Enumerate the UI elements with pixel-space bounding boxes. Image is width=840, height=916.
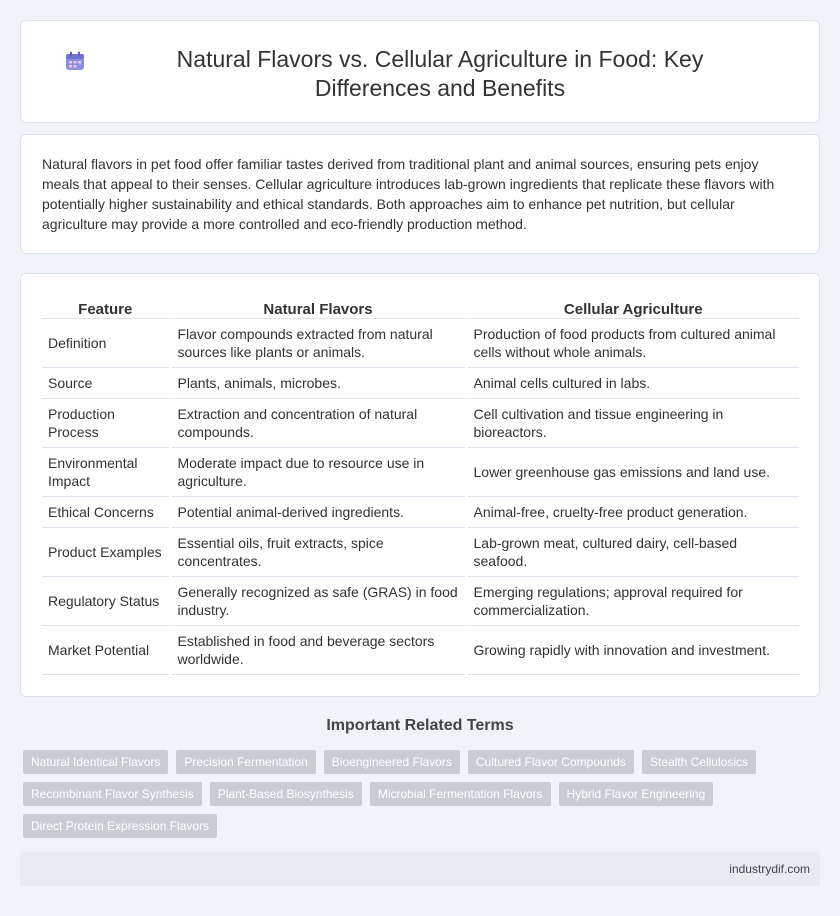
title-card [20, 20, 820, 123]
feature-cell: Product Examples [42, 527, 170, 576]
intro-paragraph: Natural flavors in pet food offer familiar tastes derived from traditional plant and animal sources, ensuring pets enjoy meals that appeal to their senses. Cellular agriculture introduces lab-grown ingredients that replicate these flavors with potentially higher sustainability and ethical standards. Both approaches aim to enhance pet nutrition, but cellular agriculture may provide a more controlled and eco-friendly production method. [42, 156, 775, 232]
related-term-tag[interactable]: Cultured Flavor Compounds [468, 750, 634, 774]
natural-cell: Potential animal-derived ingredients. [170, 496, 466, 527]
related-term-tag[interactable]: Plant-Based Biosynthesis [210, 782, 362, 806]
natural-cell: Plants, animals, microbes. [170, 367, 466, 398]
comparison-table [42, 296, 799, 675]
cellular-cell: Lower greenhouse gas emissions and land use. [466, 447, 799, 496]
cellular-cell: Production of food products from cultured animal cells without whole animals. [466, 318, 799, 367]
page-title: Natural Flavors vs. Cellular Agriculture in Food: Key Differences and Benefits [176, 46, 704, 101]
cellular-cell: Cell cultivation and tissue engineering in bioreactors. [466, 398, 799, 447]
natural-cell: Flavor compounds extracted from natural sources like plants or animals. [170, 318, 466, 367]
related-term-tag[interactable]: Precision Fermentation [176, 750, 315, 774]
table-row [42, 496, 799, 527]
natural-cell: Essential oils, fruit extracts, spice concentrates. [170, 527, 466, 576]
related-term-tag[interactable]: Recombinant Flavor Synthesis [23, 782, 202, 806]
related-term-tag[interactable]: Direct Protein Expression Flavors [23, 814, 217, 838]
cellular-cell: Lab-grown meat, cultured dairy, cell-based seafood. [466, 527, 799, 576]
related-terms-list [23, 750, 803, 838]
intro-card [20, 134, 820, 254]
natural-cell: Moderate impact due to resource use in agriculture. [170, 447, 466, 496]
table-row [42, 527, 799, 576]
feature-cell: Production Process [42, 398, 170, 447]
natural-cell: Generally recognized as safe (GRAS) in food industry. [170, 576, 466, 625]
footer-site-link[interactable]: industrydif.com [729, 862, 810, 876]
header-natural-flavors: Natural Flavors [170, 296, 466, 318]
table-row [42, 367, 799, 398]
table-row [42, 576, 799, 625]
natural-cell: Extraction and concentration of natural compounds. [170, 398, 466, 447]
table-header-row [42, 296, 799, 318]
table-row [42, 318, 799, 367]
header-cellular-agriculture: Cellular Agriculture [466, 296, 799, 318]
related-term-tag[interactable]: Hybrid Flavor Engineering [559, 782, 714, 806]
feature-cell: Environmental Impact [42, 447, 170, 496]
cellular-cell: Growing rapidly with innovation and investment. [466, 625, 799, 674]
feature-cell: Ethical Concerns [42, 496, 170, 527]
feature-cell: Market Potential [42, 625, 170, 674]
related-term-tag[interactable]: Stealth Cellulosics [642, 750, 756, 774]
related-term-tag[interactable]: Natural Identical Flavors [23, 750, 168, 774]
feature-cell: Source [42, 367, 170, 398]
related-term-tag[interactable]: Microbial Fermentation Flavors [370, 782, 551, 806]
cellular-cell: Animal cells cultured in labs. [466, 367, 799, 398]
comparison-card [20, 273, 820, 697]
related-term-tag[interactable]: Bioengineered Flavors [324, 750, 460, 774]
feature-cell: Regulatory Status [42, 576, 170, 625]
table-row [42, 625, 799, 674]
footer-bar [20, 852, 820, 886]
cellular-cell: Emerging regulations; approval required for commercialization. [466, 576, 799, 625]
table-row [42, 398, 799, 447]
feature-cell: Definition [42, 318, 170, 367]
related-terms-heading: Important Related Terms [326, 717, 514, 734]
table-row [42, 447, 799, 496]
natural-cell: Established in food and beverage sectors worldwide. [170, 625, 466, 674]
cellular-cell: Animal-free, cruelty-free product generation. [466, 496, 799, 527]
header-feature: Feature [42, 296, 170, 318]
